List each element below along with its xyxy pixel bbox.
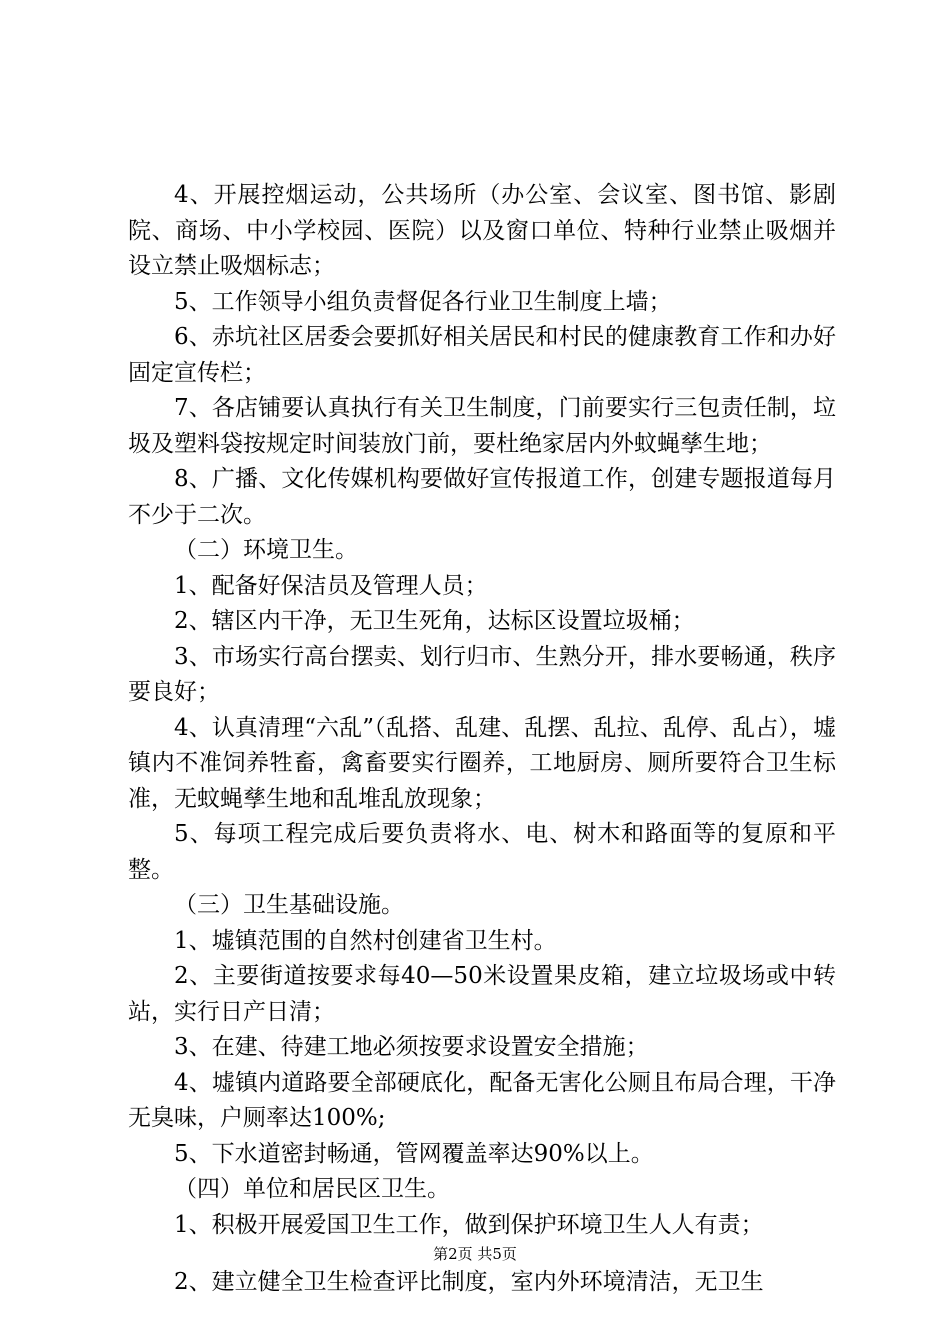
paragraph: 8、广播、文化传媒机构要做好宣传报道工作，创建专题报道每月不少于二次。 [128, 466, 836, 528]
paragraph: 6、赤坑社区居委会要抓好相关居民和村民的健康教育工作和办好固定宣传栏； [128, 324, 836, 386]
document-body [128, 178, 836, 1301]
page-number-footer: 第2页 共5页 [433, 1245, 517, 1263]
section-heading: （三）卫生基础设施。 [174, 892, 404, 918]
paragraph: 3、在建、待建工地必须按要求设置安全措施； [174, 1034, 649, 1060]
paragraph: 3、市场实行高台摆卖、划行归市、生熟分开，排水要畅通，秩序要良好； [128, 643, 836, 705]
paragraph: 7、各店铺要认真执行有关卫生制度，门前要实行三包责任制，垃圾及塑料袋按规定时间装放门前，要杜绝家居内外蚊蝇孳生地； [128, 395, 836, 457]
paragraph: 2、建立健全卫生检查评比制度，室内外环境清洁，无卫生 [174, 1269, 764, 1295]
paragraph: 4、开展控烟运动，公共场所（办公室、会议室、图书馆、影剧院、商场、中小学校园、医院）以及窗口单位、特种行业禁止吸烟并设立禁止吸烟标志； [128, 182, 836, 279]
section-heading: （四）单位和居民区卫生。 [174, 1176, 450, 1202]
paragraph: 1、墟镇范围的自然村创建省卫生村。 [174, 927, 557, 954]
paragraph: 1、积极开展爱国卫生工作，做到保护环境卫生人人有责； [174, 1211, 764, 1238]
paragraph: 4、墟镇内道路要全部硬底化，配备无害化公厕且布局合理，干净无臭味，户厕率达100%; [128, 1069, 836, 1131]
paragraph: 5、下水道密封畅通，管网覆盖率达90%以上。 [174, 1140, 654, 1167]
paragraph: 2、辖区内干净，无卫生死角，达标区设置垃圾桶； [174, 608, 695, 634]
paragraph: 4、认真清理“六乱”（乱搭、乱建、乱摆、乱拉、乱停、乱占），墟镇内不准饲养牲畜，禽畜要实行圈养，工地厨房、厕所要符合卫生标准，无蚊蝇孳生地和乱堆乱放现象； [128, 714, 836, 812]
paragraph: 5、每项工程完成后要负责将水、电、树木和路面等的复原和平整。 [128, 821, 836, 883]
paragraph: 1、配备好保洁员及管理人员； [174, 572, 488, 599]
section-heading: （二）环境卫生。 [174, 537, 358, 563]
paragraph: 2、主要街道按要求每40—50米设置果皮箱，建立垃圾场或中转站，实行日产日清； [128, 963, 836, 1025]
paragraph: 5、工作领导小组负责督促各行业卫生制度上墙； [174, 288, 672, 315]
